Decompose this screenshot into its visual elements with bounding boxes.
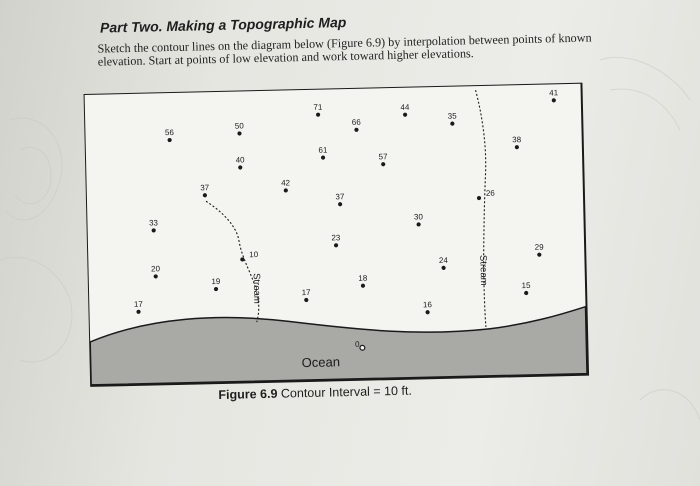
elevation-point-label: 23 [331, 233, 341, 243]
elevation-point-label: 66 [351, 117, 361, 127]
elevation-point-label: 37 [200, 183, 210, 193]
elevation-point-label: 35 [447, 111, 457, 121]
elevation-point-label: 29 [534, 242, 544, 252]
elevation-point-label: 17 [301, 287, 311, 298]
contour-interval-text: Contour Interval = 10 ft. [280, 383, 413, 401]
elevation-point-label: 18 [358, 273, 368, 283]
instructions-text: Sketch the contour lines on the diagram below (Figure 6.9) by interpolation between points of known elevation. Start at points of low elevation and work toward higher elevations. [97, 30, 592, 69]
elevation-point-label: 16 [422, 300, 432, 310]
elevation-point-label: 50 [234, 121, 244, 131]
ocean-label: Ocean [301, 354, 341, 371]
elevation-point-label: 40 [235, 155, 245, 165]
figure-6-9-map [84, 83, 591, 389]
elevation-point-label: 17 [133, 299, 143, 309]
elevation-point-label: 37 [335, 192, 345, 202]
elevation-point-label: 20 [150, 264, 161, 274]
elevation-point-label: 41 [549, 88, 559, 98]
elevation-point-label: 44 [400, 102, 410, 112]
elevation-point-label: 26 [485, 188, 495, 198]
elevation-point-label: 71 [313, 102, 323, 112]
elevation-point-label: 33 [148, 218, 159, 228]
section-heading: Part Two. Making a Topographic Map [99, 14, 347, 36]
elevation-point-label: 0 [354, 339, 360, 349]
figure-caption [218, 384, 412, 402]
elevation-point-label: 10 [249, 250, 259, 260]
elevation-point-label: 56 [164, 127, 175, 138]
elevation-point-label: 42 [281, 178, 291, 188]
stream-label-west: Stream [250, 273, 263, 304]
stream-label-east: Stream [477, 254, 489, 286]
elevation-point-dot [360, 345, 365, 350]
elevation-point-label: 38 [512, 135, 522, 145]
elevation-point-label: 24 [438, 255, 448, 265]
figure-number: Figure 6.9 [218, 386, 278, 403]
elevation-point-label: 19 [211, 276, 221, 287]
elevation-point-label: 57 [378, 152, 388, 162]
elevation-point-label: 30 [413, 212, 423, 222]
elevation-point-label: 61 [318, 145, 328, 155]
elevation-point-label: 15 [521, 280, 531, 291]
